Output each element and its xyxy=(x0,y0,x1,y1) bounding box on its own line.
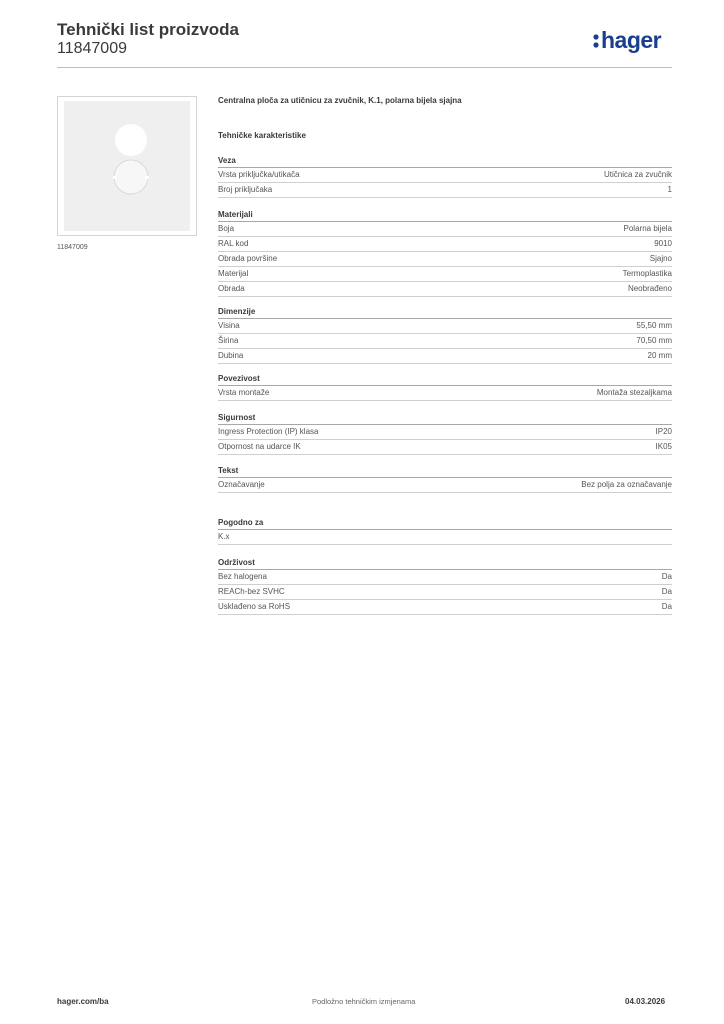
spec-row xyxy=(218,319,672,334)
spec-row xyxy=(218,440,672,455)
document-title: Tehnički list proizvoda xyxy=(57,20,239,39)
footer-date: 04.03.2026 xyxy=(625,997,666,1006)
product-image xyxy=(57,96,197,236)
spec-value: Termoplastika xyxy=(622,269,672,278)
spec-row xyxy=(218,267,672,282)
plate-openings-graphic xyxy=(64,101,190,231)
spec-label: Usklađeno sa RoHS xyxy=(218,602,291,611)
spec-label: Boja xyxy=(218,224,235,233)
spec-label: Materijal xyxy=(218,269,249,278)
image-caption: 11847009 xyxy=(57,244,88,251)
spec-value: Polarna bijela xyxy=(623,224,672,233)
footer-note: Podložno tehničkim izmjenama xyxy=(312,997,416,1006)
spec-value: Da xyxy=(661,587,672,596)
spec-label: Dubina xyxy=(218,351,244,360)
spec-row xyxy=(218,183,672,198)
spec-row xyxy=(218,425,672,440)
logo-text: hager xyxy=(601,27,662,53)
spec-row xyxy=(218,282,672,297)
spec-row xyxy=(218,570,672,585)
spec-label: Vrsta priključka/utikača xyxy=(218,170,300,179)
spec-label: Broj priključaka xyxy=(218,185,273,194)
spec-value: IK05 xyxy=(655,442,672,451)
spec-section-suitable-for xyxy=(218,516,672,545)
spec-row xyxy=(218,334,672,349)
section-title: Dimenzije xyxy=(218,305,672,319)
spec-label: Označavanje xyxy=(218,480,265,489)
spec-row xyxy=(218,252,672,267)
spec-value: Sjajno xyxy=(649,254,672,263)
spec-row xyxy=(218,600,672,615)
spec-label: Bez halogena xyxy=(218,572,267,581)
spec-row xyxy=(218,222,672,237)
spec-section-text xyxy=(218,464,672,493)
spec-row xyxy=(218,530,672,545)
spec-label: REACh-bez SVHC xyxy=(218,587,285,596)
product-title: Centralna ploča za utičnicu za zvučnik, K.1, polarna bijela sjajna xyxy=(218,96,462,105)
spec-value: 70,50 mm xyxy=(636,336,672,345)
spec-section-materials xyxy=(218,208,672,297)
product-code: 11847009 xyxy=(57,40,127,57)
section-title: Tekst xyxy=(218,464,672,478)
spec-section-connectivity xyxy=(218,372,672,401)
spec-section-safety xyxy=(218,411,672,455)
hager-logo[interactable] xyxy=(593,26,673,56)
section-title: Veza xyxy=(218,154,672,168)
spec-label: Obrada površine xyxy=(218,254,278,263)
section-title: Povezivost xyxy=(218,372,672,386)
spec-row xyxy=(218,349,672,364)
spec-value: Neobrađeno xyxy=(627,284,672,293)
section-title: Održivost xyxy=(218,556,672,570)
spec-value: Montaža stezaljkama xyxy=(596,388,672,397)
spec-label: Vrsta montaže xyxy=(218,388,270,397)
spec-section-dimensions xyxy=(218,305,672,364)
spec-row xyxy=(218,478,672,493)
spec-value: Da xyxy=(661,572,672,581)
spec-label: Otpornost na udarce IK xyxy=(218,442,301,451)
spec-row xyxy=(218,237,672,252)
spec-value: 9010 xyxy=(654,239,672,248)
spec-label: RAL kod xyxy=(218,239,249,248)
spec-value: 20 mm xyxy=(647,351,672,360)
section-title: Materijali xyxy=(218,208,672,222)
spec-value: Da xyxy=(661,602,672,611)
spec-value: IP20 xyxy=(655,427,672,436)
spec-label: Širina xyxy=(218,336,239,345)
spec-value: 1 xyxy=(667,185,672,194)
spec-label: K.x xyxy=(218,532,230,541)
footer-website-link[interactable]: hager.com/ba xyxy=(57,997,109,1006)
spec-section-sustainability xyxy=(218,556,672,615)
spec-value: Bez polja za označavanje xyxy=(581,480,672,489)
spec-value: 55,50 mm xyxy=(636,321,672,330)
spec-label: Ingress Protection (IP) klasa xyxy=(218,427,319,436)
section-title: Sigurnost xyxy=(218,411,672,425)
spec-label: Visina xyxy=(218,321,240,330)
technical-characteristics-heading: Tehničke karakteristike xyxy=(218,131,306,140)
section-title: Pogodno za xyxy=(218,516,672,530)
spec-value: Utičnica za zvučnik xyxy=(603,170,672,179)
spec-section-connection xyxy=(218,154,672,198)
header-divider xyxy=(57,67,672,68)
product-plate xyxy=(64,101,190,231)
spec-row xyxy=(218,168,672,183)
spec-row xyxy=(218,585,672,600)
spec-label: Obrada xyxy=(218,284,245,293)
spec-row xyxy=(218,386,672,401)
